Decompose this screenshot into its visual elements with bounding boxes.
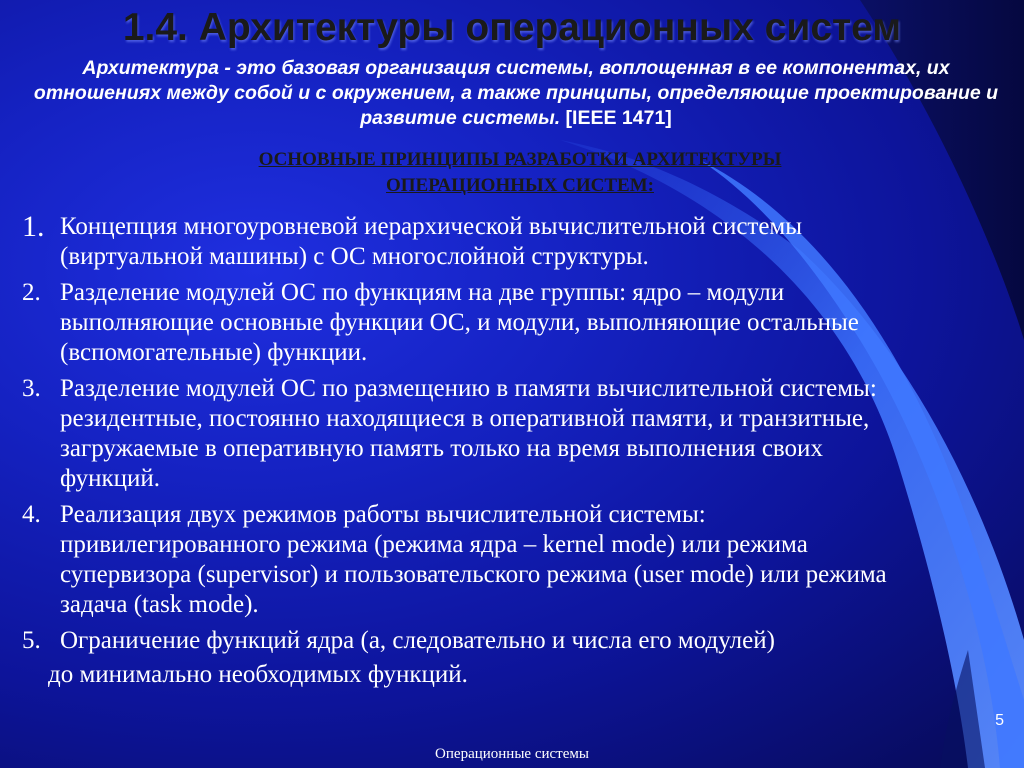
definition-reference: [IEEE 1471] bbox=[560, 107, 672, 129]
principle-item bbox=[22, 374, 1022, 494]
item-text-line: резидентные, постоянно находящиеся в оперативной памяти, и транзитные, bbox=[60, 405, 870, 432]
architecture-definition bbox=[28, 56, 1004, 131]
item-text-line: задача (task mode). bbox=[60, 591, 259, 618]
principles-heading-line: ОПЕРАЦИОННЫХ СИСТЕМ: bbox=[386, 175, 654, 196]
item-number: 5. bbox=[22, 627, 41, 654]
definition-text: - это базовая организация системы, воплощенная в ее компонентах, их отношениях между собой и с окружением, а также принципы, определяющие проектирование и развитие системы. bbox=[33, 57, 999, 129]
item-text-line: Разделение модулей ОС по размещению в памяти вычислительной системы: bbox=[60, 375, 877, 402]
slide-title: 1.4. Архитектуры операционных систем bbox=[122, 6, 902, 49]
item-text-line: Ограничение функций ядра (а, следовательно и числа его модулей) bbox=[60, 627, 775, 654]
item-text-line: (вспомогательные) функции. bbox=[60, 339, 368, 366]
item-number: 1. bbox=[22, 210, 45, 243]
item-text-line: загружаемые в оперативную память только на время выполнения своих bbox=[60, 435, 823, 462]
slide-number: 5 bbox=[995, 712, 1004, 729]
principle-item bbox=[22, 626, 1022, 690]
item-text-line: выполняющие основные функции ОС, и модули, выполняющие остальные bbox=[60, 309, 859, 336]
principles-heading-line: ОСНОВНЫЕ ПРИНЦИПЫ РАЗРАБОТКИ АРХИТЕКТУРЫ bbox=[258, 149, 782, 170]
item-text-line: Реализация двух режимов работы вычислительной системы: bbox=[60, 501, 706, 528]
item-text-line: Разделение модулей ОС по функциям на две группы: ядро – модули bbox=[60, 279, 785, 306]
item-number: 4. bbox=[22, 501, 41, 528]
item-text-line: супервизора (supervisor) и пользовательского режима (user mode) или режима bbox=[60, 561, 887, 588]
item-text-line: привилегированного режима (режима ядра – kernel mode) или режима bbox=[60, 531, 808, 558]
principle-item bbox=[22, 500, 1022, 620]
item-text-line: до минимально необходимых функций. bbox=[48, 661, 468, 688]
definition-term: Архитектура bbox=[82, 57, 219, 79]
principle-item bbox=[22, 212, 1022, 272]
item-number: 2. bbox=[22, 279, 41, 306]
item-number: 3. bbox=[22, 375, 41, 402]
item-text-line: функций. bbox=[60, 465, 160, 492]
principles-list bbox=[22, 212, 1022, 696]
principles-heading bbox=[0, 147, 1024, 199]
item-text-line: (виртуальной машины) с ОС многослойной структуры. bbox=[60, 243, 649, 270]
slide-footer: Операционные системы bbox=[435, 746, 589, 762]
item-text-line: Концепция многоуровневой иерархической вычислительной системы bbox=[60, 213, 803, 240]
principle-item bbox=[22, 278, 1022, 368]
